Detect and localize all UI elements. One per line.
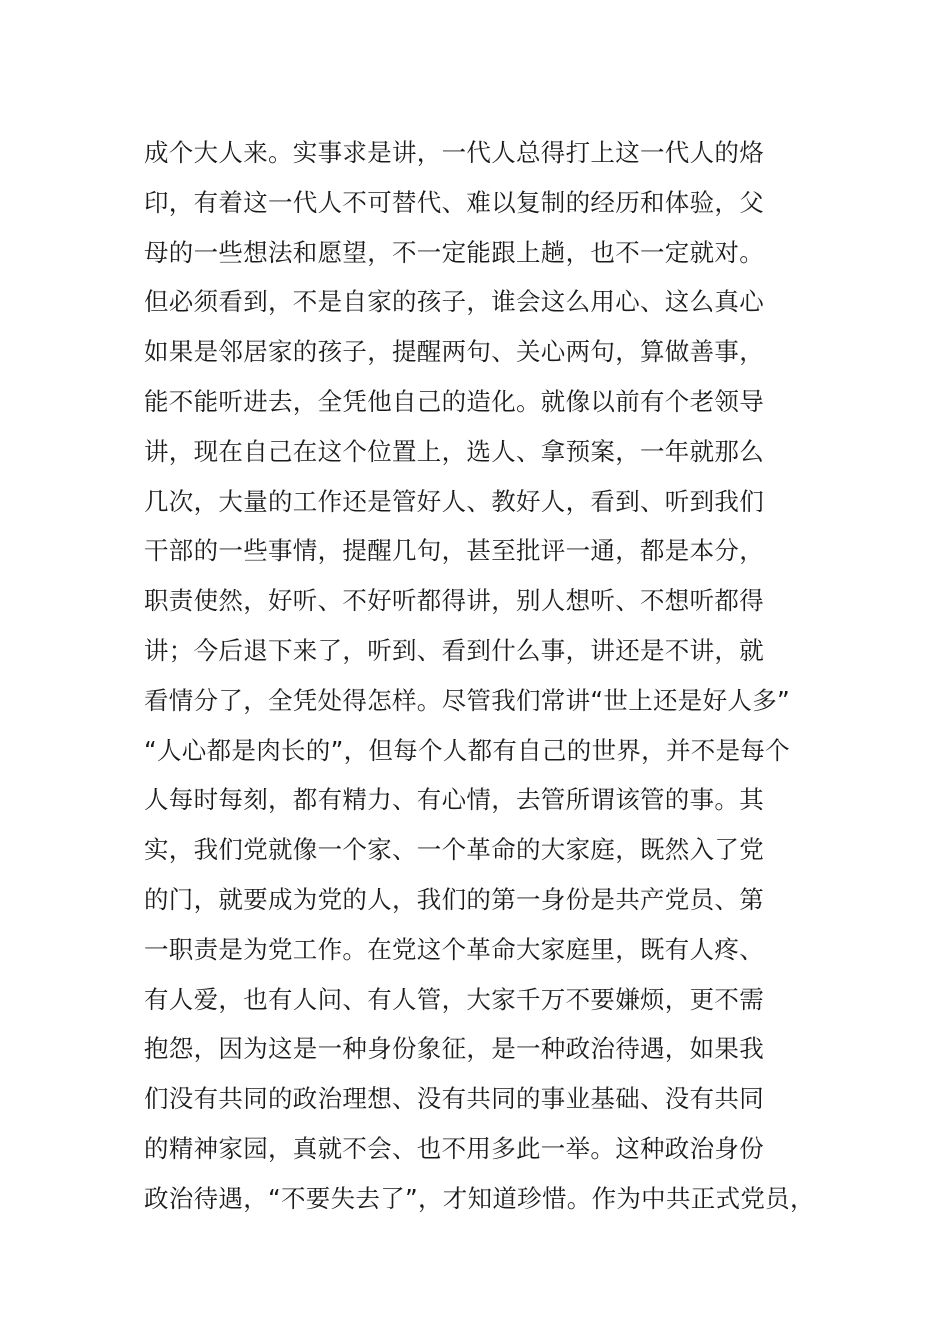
text-line: 成个大人来。实事求是讲，一代人总得打上这一代人的烙 <box>144 138 764 167</box>
text-line: 职责使然，好听、不好听都得讲，别人想听、不想听都得 <box>144 586 764 616</box>
text-line: 实，我们党就像一个家、一个革命的大家庭，既然入了党 <box>144 835 764 865</box>
text-line: 但必须看到，不是自家的孩子，谁会这么用心、这么真心 <box>144 287 764 317</box>
text-line: 抱怨，因为这是一种身份象征，是一种政治待遇，如果我 <box>144 1034 764 1064</box>
text-line: 母的一些想法和愿望，不一定能跟上趟，也不一定就对。 <box>144 237 764 267</box>
body-text <box>144 128 844 1224</box>
text-line: 政治待遇，“不要失去了”，才知道珍惜。作为中共正式党员， <box>144 1183 815 1213</box>
text-line: 讲；今后退下来了，听到、看到什么事，讲还是不讲，就 <box>144 635 764 665</box>
text-line: 讲，现在自己在这个位置上，选人、拿预案，一年就那么 <box>144 436 764 466</box>
text-line: 一职责是为党工作。在党这个革命大家庭里，既有人疼、 <box>144 934 764 964</box>
text-line: 的精神家园，真就不会、也不用多此一举。这种政治身份 <box>144 1133 764 1163</box>
text-line: 的门，就要成为党的人，我们的第一身份是共产党员、第 <box>144 884 764 914</box>
text-line: 印，有着这一代人不可替代、难以复制的经历和体验，父 <box>144 187 764 217</box>
text-line: 人每时每刻，都有精力、有心情，去管所谓该管的事。其 <box>144 785 764 815</box>
text-line: 看情分了，全凭处得怎样。尽管我们常讲“世上还是好人多” <box>144 685 790 715</box>
text-line: 们没有共同的政治理想、没有共同的事业基础、没有共同 <box>144 1084 764 1114</box>
text-line: “人心都是肉长的”，但每个人都有自己的世界，并不是每个 <box>144 735 790 765</box>
text-line: 几次，大量的工作还是管好人、教好人，看到、听到我们 <box>144 486 764 516</box>
text-line: 能不能听进去，全凭他自己的造化。就像以前有个老领导 <box>144 386 764 416</box>
text-line: 干部的一些事情，提醒几句，甚至批评一通，都是本分， <box>144 536 764 566</box>
text-line: 有人爱，也有人问、有人管，大家千万不要嫌烦，更不需 <box>144 984 764 1014</box>
text-line: 如果是邻居家的孩子，提醒两句、关心两句，算做善事， <box>144 337 764 367</box>
